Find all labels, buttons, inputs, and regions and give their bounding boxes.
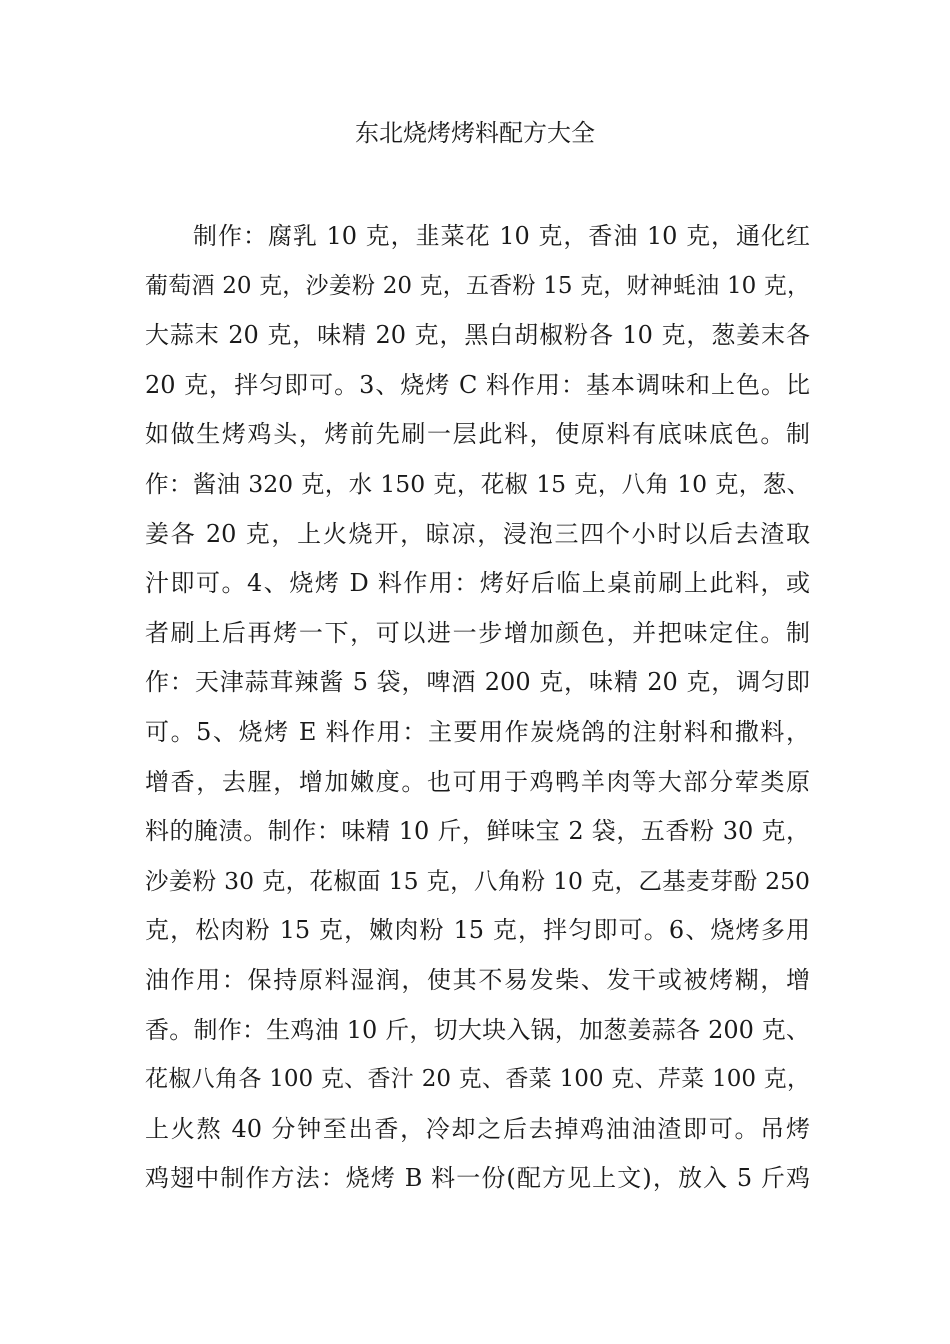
document-body — [145, 212, 810, 1204]
body-line: 增香，去腥，增加嫩度。也可用于鸡鸭羊肉等大部分荤类原 — [145, 767, 810, 796]
body-line: 葡萄酒 20 克，沙姜粉 20 克，五香粉 15 克，财神蚝油 10 克， — [145, 272, 810, 299]
body-line: 作：天津蒜茸辣酱 5 袋，啤酒 200 克，味精 20 克，调匀即 — [145, 668, 810, 697]
body-line: 者刷上后再烤一下，可以进一步增加颜色，并把味定住。制 — [145, 618, 810, 647]
body-line: 沙姜粉 30 克，花椒面 15 克，八角粉 10 克，乙基麦芽酚 250 — [145, 866, 810, 895]
body-line: 上火熬 40 分钟至出香，冷却之后去掉鸡油油渣即可。吊烤 — [145, 1114, 810, 1143]
body-line: 克，松肉粉 15 克，嫩肉粉 15 克，拌匀即可。6、烧烤多用 — [145, 916, 810, 945]
body-line: 20 克，拌匀即可。3、烧烤 C 料作用：基本调味和上色。比 — [145, 370, 810, 399]
document-title: 东北烧烤烤料配方大全 — [355, 119, 595, 147]
body-line: 油作用：保持原料湿润，使其不易发柴、发干或被烤糊，增 — [145, 965, 810, 994]
body-line: 汁即可。4、烧烤 D 料作用：烤好后临上桌前刷上此料，或 — [145, 569, 810, 598]
body-line: 花椒八角各 100 克、香汁 20 克、香菜 100 克、芹菜 100 克， — [145, 1066, 810, 1093]
body-line: 大蒜末 20 克，味精 20 克，黑白胡椒粉各 10 克，葱姜末各 — [145, 321, 810, 350]
body-line: 作：酱油 320 克，水 150 克，花椒 15 克，八角 10 克，葱、 — [145, 469, 810, 498]
body-line: 香。制作：生鸡油 10 斤，切大块入锅，加葱姜蒜各 200 克、 — [145, 1015, 810, 1044]
body-line: 鸡翅中制作方法：烧烤 B 料一份(配方见上文)，放入 5 斤鸡 — [145, 1164, 810, 1193]
body-line: 料的腌渍。制作：味精 10 斤，鲜味宝 2 袋，五香粉 30 克， — [145, 817, 810, 846]
body-line: 如做生烤鸡头，烤前先刷一层此料，使原料有底味底色。制 — [145, 420, 810, 449]
body-line: 可。5、烧烤 E 料作用：主要用作炭烧鸽的注射料和撒料， — [145, 717, 810, 746]
body-line: 制作：腐乳 10 克，韭菜花 10 克，香油 10 克，通化红 — [193, 222, 810, 250]
body-line: 姜各 20 克，上火烧开，晾凉，浸泡三四个小时以后去渣取 — [145, 519, 810, 548]
